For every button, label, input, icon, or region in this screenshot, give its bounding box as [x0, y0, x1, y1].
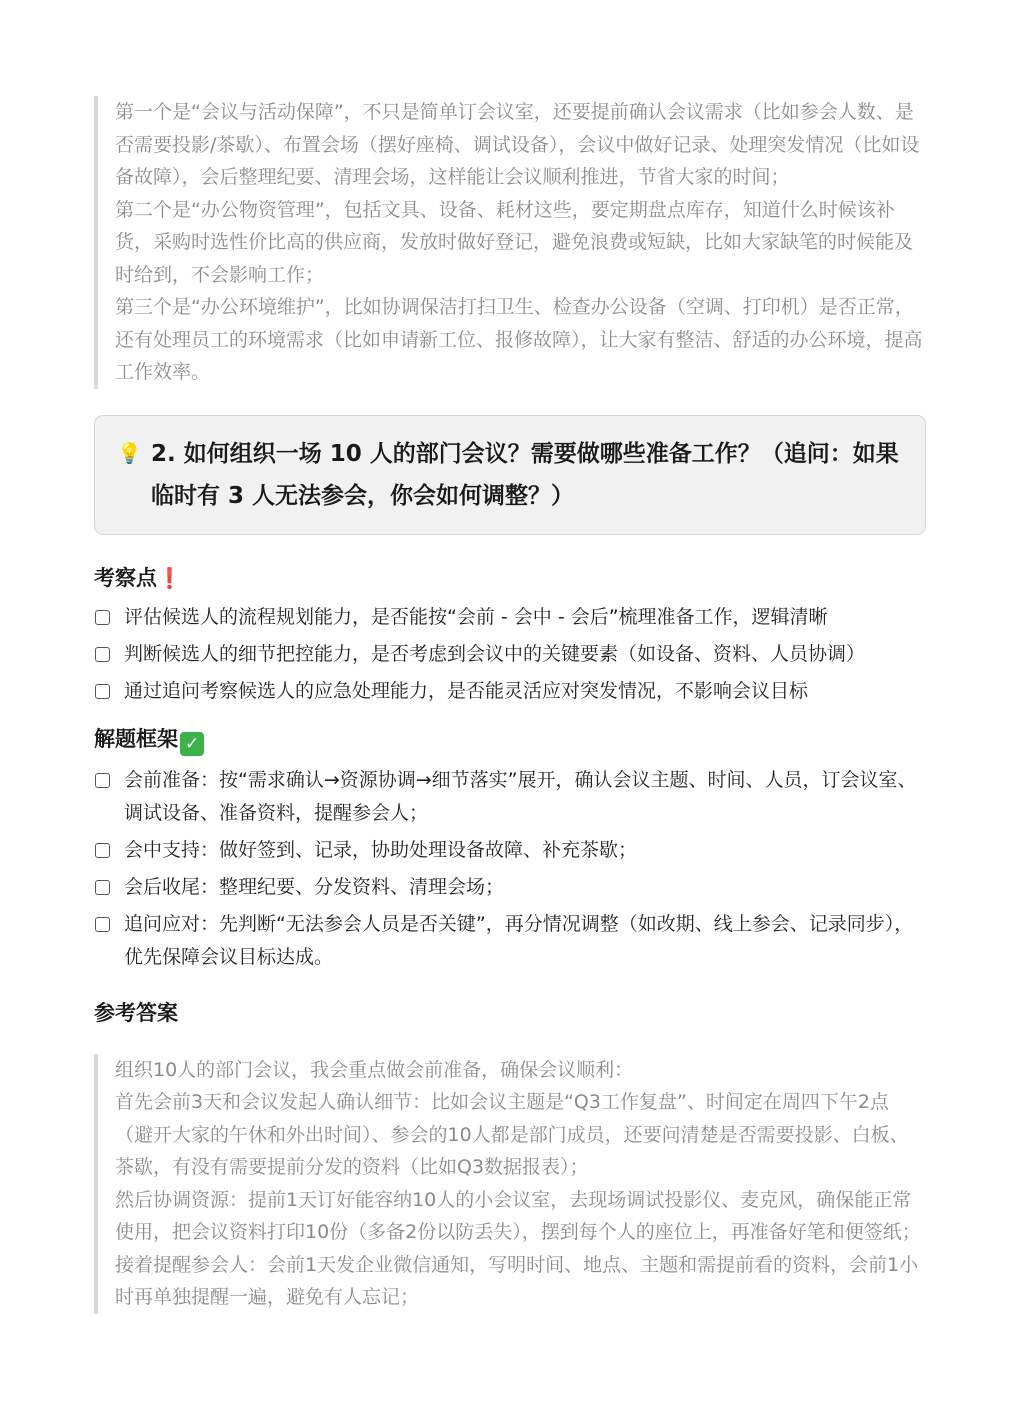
question-callout	[94, 415, 926, 535]
lightbulb-icon: 💡	[117, 440, 142, 465]
list-item	[94, 675, 926, 708]
list-item	[94, 908, 926, 974]
exam-points-list	[94, 601, 926, 708]
list-item-text: 通过追问考察候选人的应急处理能力，是否能灵活应对突发情况，不影响会议目标	[124, 679, 809, 702]
reference-paragraph: 然后协调资源：提前1天订好能容纳10人的小会议室，去现场调试投影仪、麦克风，确保能正常使用，把会议资料打印10份（多备2份以防丢失），摆到每个人的座位上，再准备好笔和便签纸；	[115, 1188, 921, 1243]
intro-quote-block	[94, 96, 926, 389]
list-item	[94, 638, 926, 671]
list-item-text: 判断候选人的细节把控能力，是否考虑到会议中的关键要素（如设备、资料、人员协调）	[124, 642, 866, 665]
list-item-text: 评估候选人的流程规划能力，是否能按“会前 - 会中 - 会后”梳理准备工作，逻辑清晰	[124, 605, 828, 628]
intro-paragraph: 第三个是“办公环境维护”，比如协调保洁打扫卫生、检查办公设备（空调、打印机）是否正常，还有处理员工的环境需求（比如申请新工位、报修故障），让大家有整洁、舒适的办公环境，提高工作效率。	[115, 296, 923, 383]
list-item	[94, 601, 926, 634]
reference-paragraph: 首先会前3天和会议发起人确认细节：比如会议主题是“Q3工作复盘”、时间定在周四下午2点（避开大家的午休和外出时间）、参会的10人都是部门成员，还要问清楚是否需要投影、白板、茶歇，有没有需要提前分发的资料（比如Q3数据报表）；	[115, 1091, 909, 1178]
list-item	[94, 834, 926, 867]
list-item-text: 会后收尾：整理纪要、分发资料、清理会场；	[124, 875, 505, 898]
check-mark-icon: ✓	[180, 732, 204, 756]
checkbox[interactable]	[95, 843, 110, 858]
reference-paragraph: 接着提醒参会人：会前1天发企业微信通知，写明时间、地点、主题和需提前看的资料，会前1小时再单独提醒一遍，避免有人忘记；	[115, 1253, 919, 1308]
reference-heading: 参考答案	[94, 1000, 178, 1025]
list-item	[94, 764, 926, 830]
reference-paragraph: 组织10人的部门会议，我会重点做会前准备，确保会议顺利：	[115, 1058, 634, 1081]
list-item	[94, 871, 926, 904]
checkbox[interactable]	[95, 773, 110, 788]
framework-list	[94, 764, 926, 974]
list-item-text: 追问应对：先判断“无法参会人员是否关键”，再分情况调整（如改期、线上参会、记录同步），优先保障会议目标达成。	[124, 912, 914, 968]
intro-paragraph: 第一个是“会议与活动保障”，不只是简单订会议室，还要提前确认会议需求（比如参会人数、是否需要投影/茶歇）、布置会场（摆好座椅、调试设备），会议中做好记录、处理突发情况（比如设备故障），会后整理纪要、清理会场，这样能让会议顺利推进，节省大家的时间；	[115, 101, 920, 188]
exam-points-heading	[94, 563, 926, 593]
checkbox[interactable]	[95, 917, 110, 932]
checkbox[interactable]	[95, 684, 110, 699]
exclamation-icon: ❗	[157, 565, 182, 590]
question-text: 2. 如何组织一场 10 人的部门会议？需要做哪些准备工作？（追问：如果临时有 3 人无法参会，你会如何调整？）	[151, 440, 899, 509]
framework-title: 解题框架	[94, 726, 178, 751]
document-page	[94, 96, 926, 1314]
intro-paragraph: 第二个是“办公物资管理”，包括文具、设备、耗材这些，要定期盘点库存，知道什么时候该补货，采购时选性价比高的供应商，发放时做好登记，避免浪费或短缺，比如大家缺笔的时候能及时给到，不会影响工作；	[115, 198, 914, 286]
checkbox[interactable]	[95, 647, 110, 662]
checkbox[interactable]	[95, 880, 110, 895]
exam-points-title: 考察点	[94, 565, 157, 590]
framework-heading	[94, 724, 926, 756]
checkbox[interactable]	[95, 610, 110, 625]
list-item-text: 会中支持：做好签到、记录，协助处理设备故障、补充茶歇；	[124, 838, 638, 861]
reference-quote-block	[94, 1054, 926, 1314]
list-item-text: 会前准备：按“需求确认→资源协调→细节落实”展开，确认会议主题、时间、人员，订会议室、调试设备、准备资料，提醒参会人；	[124, 768, 917, 824]
